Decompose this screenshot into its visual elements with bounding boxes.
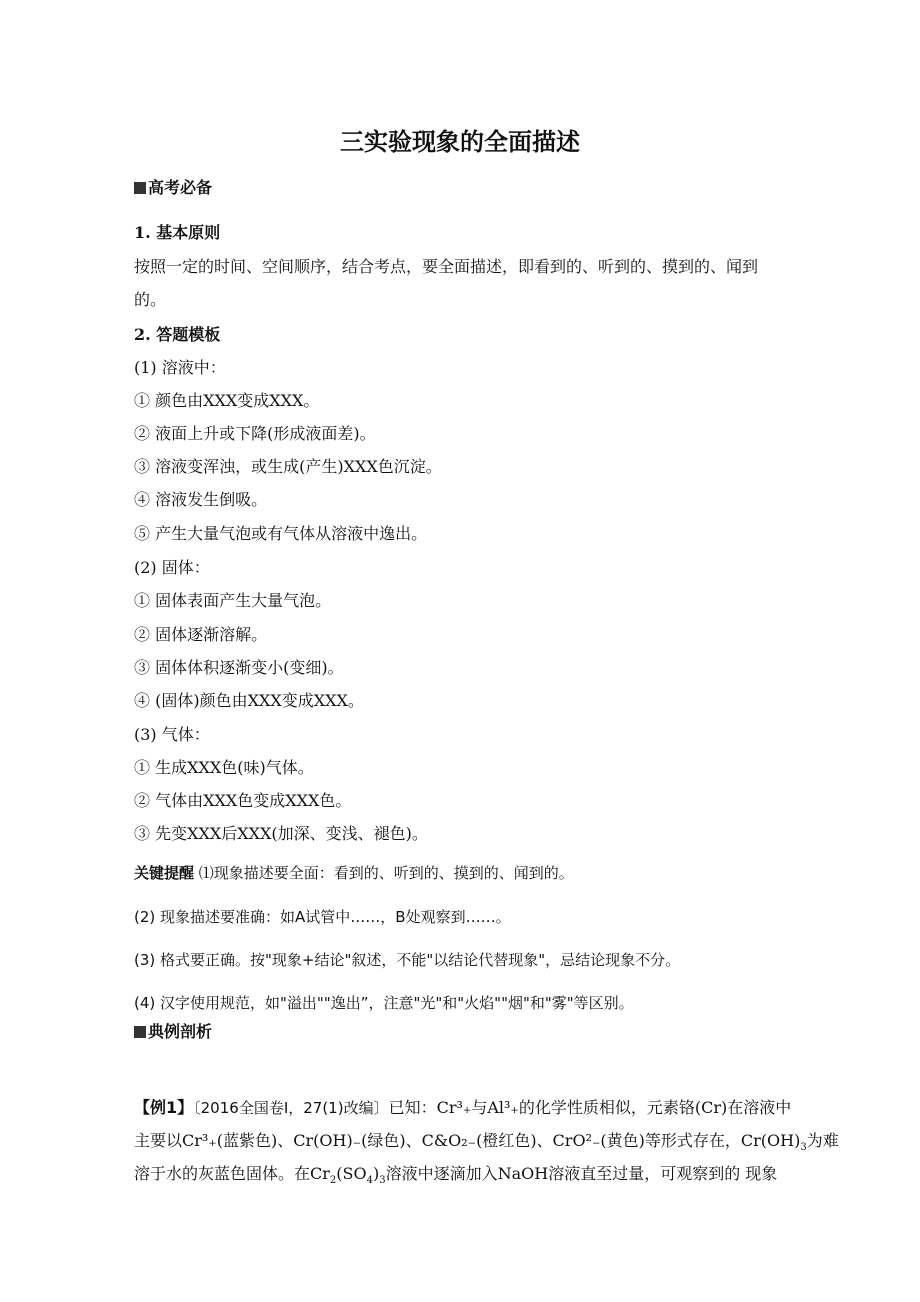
square-bullet-icon [134,182,146,194]
example-text: 为难 [806,1131,839,1150]
list-item: ① 生成XXX色(味)气体。 [134,758,314,777]
section-heading-essentials [134,178,212,198]
section-heading-examples [134,1022,212,1042]
list-item: ② 液面上升或下降(形成液面差)。 [134,424,376,443]
list-item: (2) 固体： [134,558,210,577]
subscript: 2 [329,1175,337,1187]
list-item: ② 固体逐渐溶解。 [134,625,268,644]
example-text: 溶液中逐滴加入NaOH溶液直至过量，可观察到的 现象 [385,1164,778,1183]
example-source: 〔2016全国卷Ⅰ，27(1)改编〕 [193,1099,389,1117]
tip-line [134,863,574,883]
heading-template: 2. 答题模板 [134,325,221,344]
list-item: ④ (固体)颜色由XXX变成XXX。 [134,691,364,710]
example-text: 主要以Cr³₊(蓝紫色)、Cr(OH)₋(绿色)、C&O₂₋(橙红色)、CrO²₋(黄色)等形式存在，Cr(OH) [134,1131,801,1150]
example-text: (SO [336,1164,367,1183]
list-item: (3) 气体： [134,725,210,744]
subscript: 3 [379,1175,386,1187]
example-label: 【例1】 [134,1098,194,1117]
page-title: 三实验现象的全面描述 [340,128,580,156]
tip-line: (2) 现象描述要准确：如A试管中……，B处观察到……。 [134,908,511,926]
tip-text: ⑴现象描述要全面：看到的、听到的、摸到的、闻到的。 [198,864,574,882]
list-item: ③ 先变XXX后XXX(加深、变浅、褪色)。 [134,824,428,843]
list-item: ④ 溶液发生倒吸。 [134,490,268,509]
list-item: ② 气体由XXX色变成XXX色。 [134,791,352,810]
paragraph: 的。 [134,290,167,309]
example-text: 溶于水的灰蓝色固体。在Cr [134,1164,330,1183]
section-label: 高考必备 [148,178,213,197]
list-item: ① 颜色由XXX变成XXX。 [134,391,320,410]
list-item: (1) 溶液中： [134,358,226,377]
subscript: 4 [366,1175,373,1187]
tip-label: 关键提醒 [134,864,195,882]
heading-principles: 1. 基本原则 [134,223,221,242]
paragraph: 按照一定的时间、空间顺序，结合考点，要全面描述，即看到的、听到的、摸到的、闻到 [134,257,759,276]
list-item: ③ 溶液变浑浊，或生成(产生)XXX色沉淀。 [134,457,442,476]
example-line [134,1131,839,1158]
example-text: 已知：Cr³₊与Al³₊的化学性质相似，元素铬(Cr)在溶液中 [388,1098,792,1117]
section-label: 典例剖析 [148,1022,213,1041]
example-line [134,1098,791,1118]
tip-line: (4) 汉字使用规范，如"溢出""逸出”，注意"光"和"火焰""烟"和"雾"等区别。 [134,994,634,1012]
square-bullet-icon [134,1026,146,1038]
list-item: ⑤ 产生大量气泡或有气体从溶液中逸出。 [134,524,428,543]
list-item: ③ 固体体积逐渐变小(变细)。 [134,658,344,677]
subscript: 3 [800,1142,807,1154]
list-item: ① 固体表面产生大量气泡。 [134,591,332,610]
example-line: 溶于水的灰蓝色固体。在$Cr_2(SO_4)_3$溶液中逐滴加入NaOH溶液直至过量，可观察到的 现象 [134,1164,778,1187]
tip-line: (3) 格式要正确。按"现象+结论"叙述，不能"以结论代替现象"，忌结论现象不分。 [134,951,681,969]
